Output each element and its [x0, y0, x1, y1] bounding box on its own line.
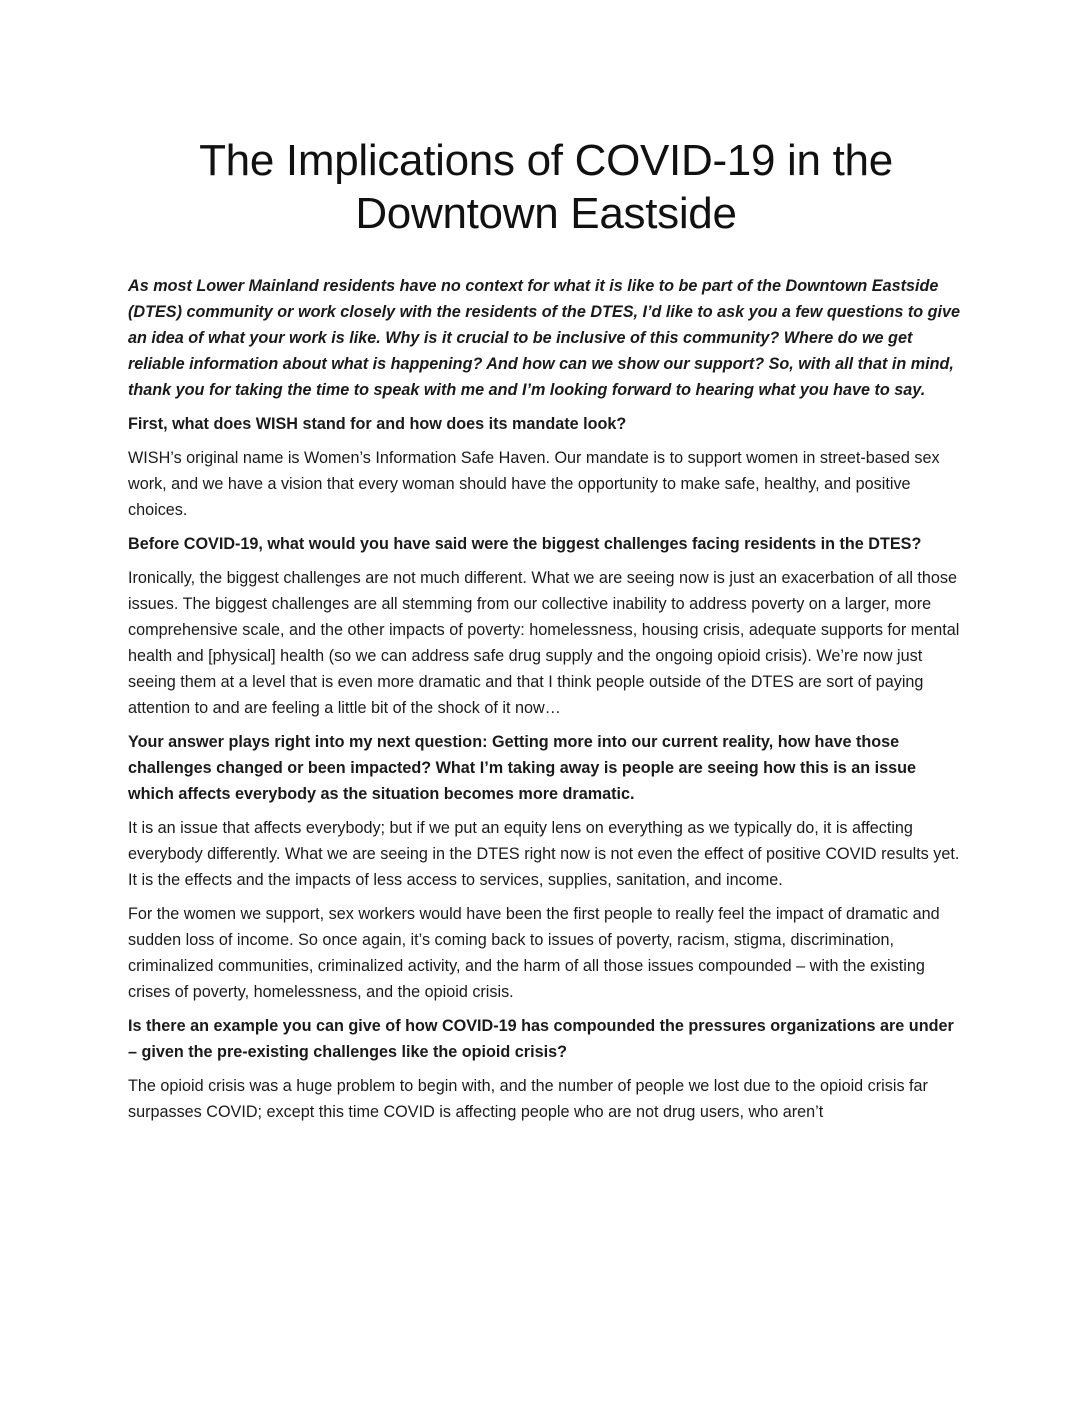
answer-1: WISH’s original name is Women’s Information Safe Haven. Our mandate is to support women in street-based sex work, and we have a vision that every woman should have the opportunity to make safe, healthy, and positive choices. [128, 449, 940, 519]
answer-4: The opioid crisis was a huge problem to begin with, and the number of people we lost due to the opioid crisis far surpasses COVID; except this time COVID is affecting people who are not drug users, who aren’t [128, 1077, 928, 1121]
question-2: Before COVID-19, what would you have said were the biggest challenges facing residents in the DTES? [128, 535, 922, 553]
document-title [128, 134, 964, 240]
answer-3-paragraph-1: It is an issue that affects everybody; but if we put an equity lens on everything as we typically do, it is affecting everybody differently. What we are seeing in the DTES right now is not even the effect of positive COVID results yet. It is the effects and the impacts of less access to services, supplies, sanitation, and income. [128, 819, 960, 889]
title-line-2: Downtown Eastside [355, 189, 737, 238]
document-page [128, 134, 964, 1133]
question-3: Your answer plays right into my next question: Getting more into our current reality, how have those challenges changed or been impacted? What I’m taking away is people are seeing how this is an issue which affects everybody as the situation becomes more dramatic. [128, 733, 917, 803]
answer-2: Ironically, the biggest challenges are not much different. What we are seeing now is just an exacerbation of all those issues. The biggest challenges are all stemming from our collective inability to address poverty on a larger, more comprehensive scale, and the other impacts of poverty: homelessness, housing crisis, adequate supports for mental health and [physical] health (so we can address safe drug supply and the ongoing opioid crisis). We’re now just seeing them at a level that is even more dramatic and that I think people outside of the DTES are sort of paying attention to and are feeling a little bit of the shock of it now… [128, 569, 960, 717]
answer-3-paragraph-2: For the women we support, sex workers would have been the first people to really feel the impact of dramatic and sudden loss of income. So once again, it’s coming back to issues of poverty, racism, stigma, discrimination, criminalized communities, criminalized activity, and the harm of all those issues compounded – with the existing crises of poverty, homelessness, and the opioid crisis. [128, 905, 940, 1001]
intro-paragraph: As most Lower Mainland residents have no context for what it is like to be part of the Downtown Eastside (DTES) community or work closely with the residents of the DTES, I’d like to ask you a few questions to give an idea of what your work is like. Why is it crucial to be inclusive of this community? Where do we get reliable information about what is happening? And how can we show our support? So, with all that in mind, thank you for taking the time to speak with me and I’m looking forward to hearing what you have to say. [128, 277, 961, 399]
title-line-1: The Implications of COVID-19 in the [199, 136, 893, 185]
question-1: First, what does WISH stand for and how does its mandate look? [128, 415, 627, 433]
question-4: Is there an example you can give of how COVID-19 has compounded the pressures organizations are under – given the pre-existing challenges like the opioid crisis? [128, 1017, 954, 1061]
